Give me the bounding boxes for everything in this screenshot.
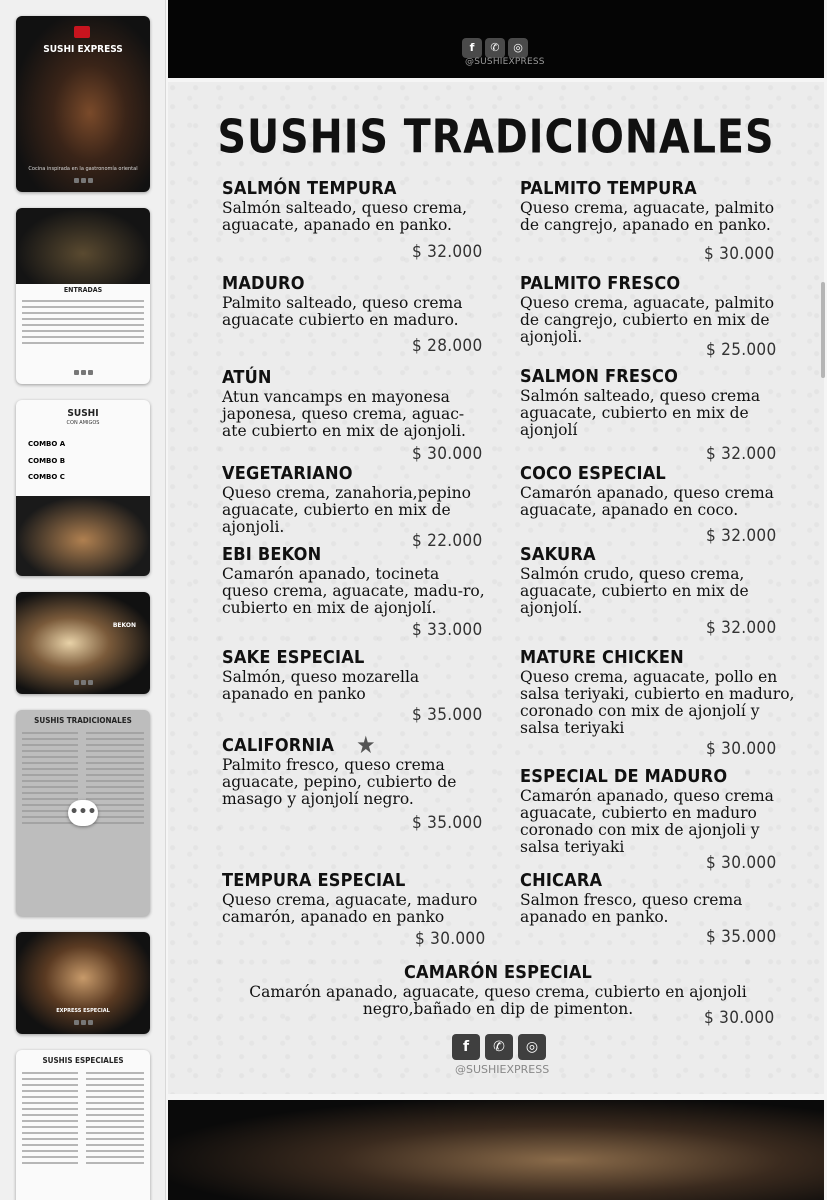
thumbnail-sidebar xyxy=(0,0,166,1200)
menu-item xyxy=(520,870,796,926)
item-name: ESPECIAL DE MADURO xyxy=(520,766,728,787)
item-price: $ 30.000 xyxy=(706,853,777,873)
item-price: $ 30.000 xyxy=(415,929,486,949)
thumb-subtitle: CON AMIGOS xyxy=(66,420,100,426)
social-handle: @SUSHIEXPRESS xyxy=(465,57,545,67)
item-price: $ 32.000 xyxy=(412,242,483,262)
item-price: $ 30.000 xyxy=(704,244,775,264)
thumb-title: SUSHIS TRADICIONALES xyxy=(34,716,132,725)
page-title: SUSHIS TRADICIONALES xyxy=(217,110,775,165)
star-icon: ★ xyxy=(356,731,376,759)
item-description: Camarón apanado, tocineta queso crema, aguacate, madu-ro, cubierto en mix de ajonjolí. xyxy=(222,565,485,617)
item-price: $ 32.000 xyxy=(706,444,777,464)
menu-item-featured xyxy=(228,962,768,1018)
item-price: $ 22.000 xyxy=(412,531,483,551)
item-name-text: CALIFORNIA xyxy=(222,735,335,756)
item-name: VEGETARIANO xyxy=(222,463,353,484)
whatsapp-icon[interactable]: ✆ xyxy=(485,38,505,58)
thumbnail-page-6[interactable] xyxy=(16,932,150,1034)
menu-item xyxy=(222,463,488,536)
item-name xyxy=(222,731,488,759)
thumb-label: EXPRESS ESPECIAL xyxy=(56,1008,110,1014)
thumb-tagline: Cocina inspirada en la gastronomía oriental xyxy=(28,166,138,172)
item-description: Camarón apanado, queso crema aguacate, cubierto en maduro coronado con mix de ajonjoli y salsa teriyaki xyxy=(520,787,774,856)
thumb-label: BEKON xyxy=(112,622,136,629)
previous-page-footer xyxy=(168,0,824,78)
item-description: Camarón apanado, queso crema aguacate, apanado en coco. xyxy=(520,484,774,519)
thumb-social-icons xyxy=(16,168,150,187)
menu-page xyxy=(168,82,824,1094)
item-description: Salmón salteado, queso crema, aguacate, apanado en panko. xyxy=(222,199,468,234)
next-page-preview xyxy=(168,1100,824,1200)
item-description: Queso crema, aguacate, maduro camarón, apanado en panko xyxy=(222,891,478,926)
item-name: SAKE ESPECIAL xyxy=(222,647,365,668)
thumbnail-page-7[interactable] xyxy=(16,1050,150,1200)
menu-item xyxy=(520,273,796,346)
item-name: MATURE CHICKEN xyxy=(520,647,684,668)
item-price: $ 30.000 xyxy=(412,444,483,464)
menu-item xyxy=(222,870,492,926)
item-name: MADURO xyxy=(222,273,305,294)
menu-item xyxy=(520,178,796,234)
menu-item xyxy=(520,463,796,519)
thumb-brand: SUSHI EXPRESS xyxy=(43,44,123,55)
thumbnail-page-3[interactable] xyxy=(16,400,150,576)
item-price: $ 35.000 xyxy=(706,927,777,947)
social-links-bottom xyxy=(452,1034,562,1076)
item-name: SALMON FRESCO xyxy=(520,366,679,387)
thumbnail-page-4[interactable] xyxy=(16,592,150,694)
item-description: Queso crema, aguacate, pollo en salsa teriyaki, cubierto en maduro, coronado con mix de ajonjolí y salsa teriyaki xyxy=(520,668,795,737)
instagram-icon[interactable]: ◎ xyxy=(508,38,528,58)
thumb-social-icons xyxy=(16,360,150,379)
item-name: PALMITO TEMPURA xyxy=(520,178,697,199)
menu-item xyxy=(520,766,796,856)
item-price: $ 32.000 xyxy=(706,526,777,546)
facebook-icon[interactable]: f xyxy=(462,38,482,58)
item-price: $ 25.000 xyxy=(706,340,777,360)
item-name: SALMÓN TEMPURA xyxy=(222,178,397,199)
menu-item xyxy=(222,647,488,703)
thumb-social-icons xyxy=(16,1010,150,1029)
item-description: Palmito fresco, queso crema aguacate, pepino, cubierto de masago y ajonjolí negro. xyxy=(222,756,457,808)
item-price: $ 32.000 xyxy=(706,618,777,638)
item-description: Salmón, queso mozarella apanado en panko xyxy=(222,668,420,703)
thumbnail-page-1[interactable] xyxy=(16,16,150,192)
item-price: $ 35.000 xyxy=(412,705,483,725)
item-description: Queso crema, aguacate, palmito de cangrejo, cubierto en mix de ajonjoli. xyxy=(520,294,775,346)
menu-item xyxy=(222,273,492,329)
item-name: PALMITO FRESCO xyxy=(520,273,681,294)
more-options-button[interactable]: ••• xyxy=(68,800,98,826)
social-links-top xyxy=(462,37,582,67)
item-name: COCO ESPECIAL xyxy=(520,463,666,484)
whatsapp-icon[interactable]: ✆ xyxy=(485,1034,513,1060)
thumb-title: SUSHI xyxy=(67,408,99,419)
menu-item xyxy=(520,544,796,617)
item-name: TEMPURA ESPECIAL xyxy=(222,870,406,891)
menu-item xyxy=(222,367,488,440)
thumb-row: COMBO C xyxy=(28,473,65,481)
menu-item xyxy=(222,731,488,808)
item-name: EBI BEKON xyxy=(222,544,322,565)
item-description: Queso crema, aguacate, palmito de cangrejo, apanado en panko. xyxy=(520,199,775,234)
item-price: $ 30.000 xyxy=(706,739,777,759)
menu-item xyxy=(520,366,796,439)
item-description: Salmón crudo, queso crema, aguacate, cubierto en mix de ajonjolí. xyxy=(520,565,749,617)
item-description: Atun vancamps en mayonesa japonesa, queso crema, aguac-ate cubierto en mix de ajonjoli. xyxy=(222,388,466,440)
item-price: $ 33.000 xyxy=(412,620,483,640)
thumb-logo-icon xyxy=(74,26,90,38)
instagram-icon[interactable]: ◎ xyxy=(518,1034,546,1060)
item-name: CAMARÓN ESPECIAL xyxy=(403,962,593,983)
menu-item xyxy=(222,544,488,617)
item-price: $ 30.000 xyxy=(704,1008,775,1028)
item-description: Palmito salteado, queso crema aguacate cubierto en maduro. xyxy=(222,294,463,329)
thumb-social-icons xyxy=(16,670,150,689)
item-name: SAKURA xyxy=(520,544,596,565)
item-description: Camarón apanado, aguacate, queso crema, cubierto en ajonjoli negro,bañado en dip de pimenton. xyxy=(249,983,747,1018)
thumb-row: COMBO A xyxy=(28,440,66,448)
item-price: $ 35.000 xyxy=(412,813,483,833)
item-description: Queso crema, zanahoria,pepino aguacate, cubierto en mix de ajonjoli. xyxy=(222,484,471,536)
item-name: ATÚN xyxy=(222,367,272,388)
facebook-icon[interactable]: f xyxy=(452,1034,480,1060)
item-description: Salmón salteado, queso crema aguacate, cubierto en mix de ajonjolí xyxy=(520,387,761,439)
social-handle: @SUSHIEXPRESS xyxy=(455,1063,550,1076)
menu-item xyxy=(520,647,796,737)
thumb-title: ENTRADAS xyxy=(63,286,103,294)
scrollbar[interactable] xyxy=(821,282,825,378)
item-price: $ 28.000 xyxy=(412,336,483,356)
item-name: CHICARA xyxy=(520,870,603,891)
thumb-title: SUSHIS ESPECIALES xyxy=(42,1056,124,1065)
item-description: Salmon fresco, queso crema apanado en panko. xyxy=(520,891,743,926)
menu-item xyxy=(222,178,492,234)
thumbnail-page-2[interactable] xyxy=(16,208,150,384)
thumb-row: COMBO B xyxy=(28,457,66,465)
